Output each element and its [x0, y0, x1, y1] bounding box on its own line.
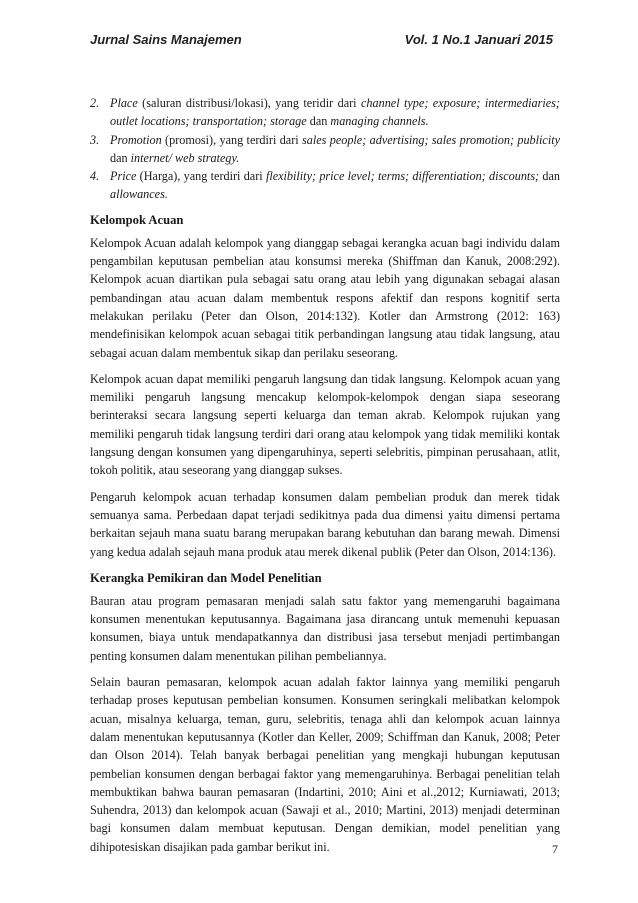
section-heading-kerangka-pemikiran: Kerangka Pemikiran dan Model Penelitian	[90, 570, 322, 585]
text: (saluran distribusi/lokasi), yang teridir dari	[137, 96, 361, 110]
journal-title: Jurnal Sains Manajemen	[90, 32, 242, 47]
list-item	[90, 131, 560, 168]
paragraph: Selain bauran pemasaran, kelompok acuan adalah faktor lainnya yang memiliki pengaruh terhadap proses keputusan pembelian konsumen. Konsumen seringkali melibatkan kelompok acuan, misalnya keluarga, teman, guru, selebritis, tenaga ahli dan kelompok acuan lainnya dalam menentukan keputusannya (Kotler dan Keller, 2009; Schiffman dan Kanuk, 2008; Peter dan Olson 2014). Telah banyak berbagai penelitian yang mengkaji hubungan keputusan pembelian konsumen dengan berbagai faktor yang memengaruhinya. Berbagai penelitian telah membuktikan bahwa bauran pemasaran (Indartini, 2010; Aini et al.,2012; Kurniawati, 2013; Suhendra, 2013) dan kelompok acuan (Sawaji et al., 2010; Martini, 2013) menjadi determinan bagi konsumen dalam membuat keputusan. Dengan demikian, model penelitian yang dihipotesiskan disajikan pada gambar berikut ini.	[90, 675, 560, 854]
paragraph: Kelompok Acuan adalah kelompok yang dianggap sebagai kerangka acuan bagi individu dalam pengambilan keputusan pembelian atau konsumsi mereka (Shiffman dan Kanuk, 2008:292). Kelompok acuan diartikan pula sebagai satu orang atau lebih yang digunakan sebagai alasan pembandingan atau acuan dalam membentuk respons afektif dan respons kognitif serta melakukan perilaku (Peter dan Olson, 2014:132). Kotler dan Armstrong (2012: 163) mendefinisikan kelompok acuan sebagai titik perbandingan langsung atau tidak langsung, atau sebagai acuan dalam membentuk sikap dan perilaku seseorang.	[90, 235, 560, 360]
term: Price	[110, 169, 137, 184]
term: managing channels.	[330, 114, 429, 129]
term: sales people; advertising; sales promotion; publicity	[302, 132, 560, 147]
text: dan	[110, 150, 131, 165]
article-body	[90, 94, 560, 864]
paragraph: Bauran atau program pemasaran menjadi salah satu faktor yang memengaruhi bagaimana konsumen menentukan keputusannya. Bagaimana jasa dirancang untuk memenuhi kepuasan konsumen, biaya untuk mendapatkannya dan distribusi jasa tersebut menjadi pertimbangan penting konsumen dalam menentukan pilihan pembeliannya.	[90, 593, 560, 663]
list-item	[90, 167, 560, 204]
list-text	[110, 131, 560, 168]
term: allowances.	[110, 187, 168, 202]
section-heading-kelompok-acuan: Kelompok Acuan	[90, 212, 184, 227]
list-number: 3.	[90, 132, 100, 147]
term: Place	[110, 96, 138, 110]
text: dan	[306, 114, 331, 129]
paragraph: Pengaruh kelompok acuan terhadap konsumen dalam pembelian produk dan merek tidak semuanya sama. Perbedaan dapat terjadi sedikitnya pada dua dimensi yaitu dimensi pertama berkaitan sejauh mana suatu barang merupakan barang kebutuhan dan barang mewah. Dimensi yang kedua adalah sejauh mana produk atau merek dikenal publik (Peter dan Olson, 2014:136).	[90, 489, 560, 559]
term: Promotion	[110, 132, 162, 147]
text: dan	[539, 169, 561, 184]
list-text	[110, 94, 560, 131]
list-item	[90, 94, 560, 131]
text: (Harga), yang terdiri dari	[136, 169, 266, 184]
list-text	[110, 167, 560, 204]
marketing-mix-list	[90, 94, 560, 204]
page-number: 7	[552, 842, 558, 856]
list-number: 2.	[90, 96, 100, 110]
term: flexibility; price level; terms; differentiation; discounts;	[265, 169, 540, 184]
issue-info: Vol. 1 No.1 Januari 2015	[404, 32, 553, 47]
paragraph: Kelompok acuan dapat memiliki pengaruh langsung dan tidak langsung. Kelompok acuan yang memiliki pengaruh langsung mencakup kelompok-kelompok dengan siapa seseorang berinteraksi secara langsung seperti keluarga dan teman akrab. Kelompok rujukan yang memiliki pengaruh tidak langsung terdiri dari orang atau kelompok yang tidak memiliki kontak langsung dengan konsumen yang dipengaruhinya, seperti selebritis, pimpinan perusahaan, atlit, tokoh politik, atau seseorang yang dianggap sukses.	[90, 371, 560, 478]
term: internet/ web strategy.	[130, 150, 240, 165]
term: channel type; exposure; intermediaries; outlet locations; transportation; storage	[110, 96, 560, 129]
list-number: 4.	[90, 169, 100, 184]
text: (promosi), yang terdiri dari	[161, 132, 302, 147]
